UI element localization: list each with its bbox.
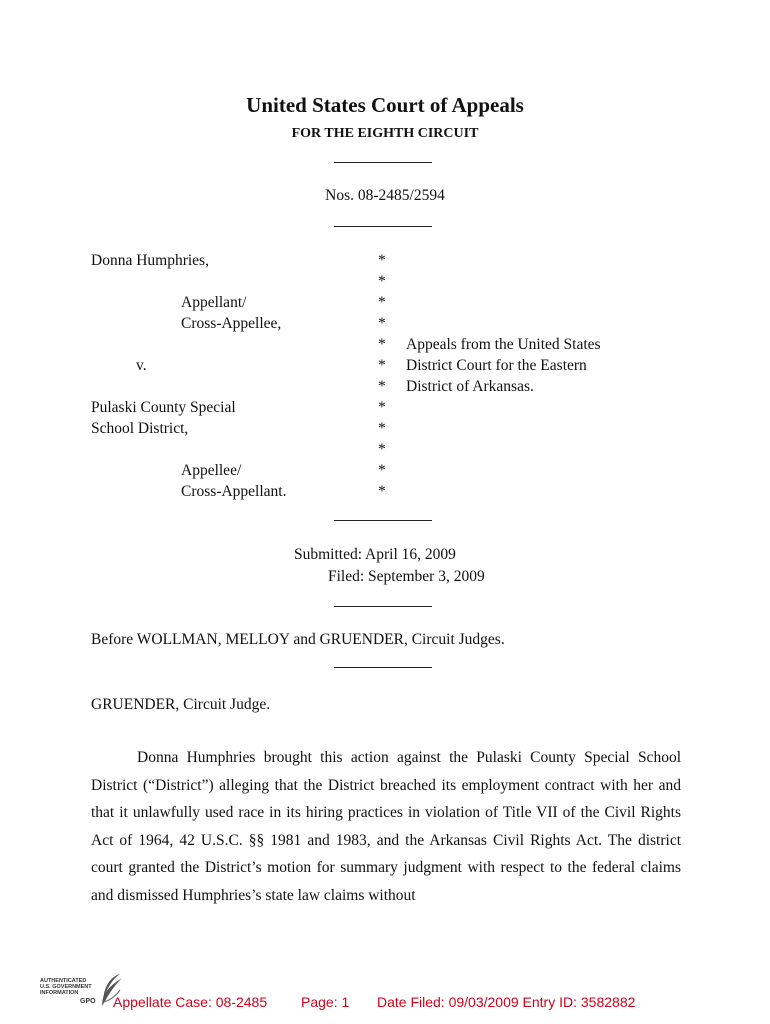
caption-star: * (378, 294, 386, 311)
submitted-date: Submitted: April 16, 2009 (294, 546, 456, 563)
defendant-role-line-1: Appellee/ (181, 462, 242, 479)
defendant-name-line-2: School District, (91, 420, 189, 437)
logo-line-2: U.S. GOVERNMENT (40, 984, 92, 990)
versus-label: v. (136, 357, 147, 374)
defendant-role-line-2: Cross-Appellant. (181, 483, 287, 500)
court-title: United States Court of Appeals (246, 93, 524, 117)
caption-star: * (378, 399, 386, 416)
defendant-name-line-1: Pulaski County Special (91, 399, 236, 416)
appeal-from-line-1: Appeals from the United States (406, 336, 601, 353)
caption-star: * (378, 357, 386, 374)
divider-rule (334, 520, 432, 521)
logo-line-3: INFORMATION (40, 990, 79, 996)
panel-judges: Before WOLLMAN, MELLOY and GRUENDER, Circuit Judges. (91, 631, 505, 648)
appeal-from-line-3: District of Arkansas. (406, 378, 534, 395)
logo-line-1: AUTHENTICATED (40, 978, 87, 984)
opinion-body-paragraph: Donna Humphries brought this action against the Pulaski County Special School District (“District”) alleging that the District breached its employment contract with her and that it unlawfully used race in its hiring practices in violation of Title VII of the Civil Rights Act of 1964, 42 U.S.C. §§ 1981 and 1983, and the Arkansas Civil Rights Act. The district court granted the District’s motion for summary judgment with respect to the federal claims and dismissed Humphries’s state law claims without (91, 749, 681, 904)
caption-star: * (378, 273, 386, 290)
circuit-subtitle: FOR THE EIGHTH CIRCUIT (291, 126, 479, 141)
caption-star: * (378, 483, 386, 500)
plaintiff-role-line-1: Appellant/ (181, 294, 247, 311)
plaintiff-name: Donna Humphries, (91, 252, 209, 269)
opinion-author: GRUENDER, Circuit Judge. (91, 696, 271, 713)
caption-star: * (378, 441, 386, 458)
divider-rule (334, 162, 432, 163)
appeal-from-line-2: District Court for the Eastern (406, 357, 587, 374)
caption-star: * (378, 252, 386, 269)
filed-date: Filed: September 3, 2009 (328, 568, 485, 585)
footer-page: Page: 1 (301, 994, 350, 1010)
caption-star: * (378, 315, 386, 332)
plaintiff-role-line-2: Cross-Appellee, (181, 315, 282, 332)
caption-star: * (378, 462, 386, 479)
caption-star: * (378, 378, 386, 395)
footer-appellate-case: Appellate Case: 08-2485 (113, 994, 268, 1010)
case-numbers: Nos. 08-2485/2594 (325, 187, 445, 204)
footer-date-filed: Date Filed: 09/03/2009 Entry ID: 3582882 (377, 994, 636, 1010)
caption-star: * (378, 420, 386, 437)
divider-rule (334, 667, 432, 668)
logo-mark: GPO (80, 998, 96, 1005)
divider-rule (334, 226, 432, 227)
divider-rule (334, 606, 432, 607)
caption-star: * (378, 336, 386, 353)
